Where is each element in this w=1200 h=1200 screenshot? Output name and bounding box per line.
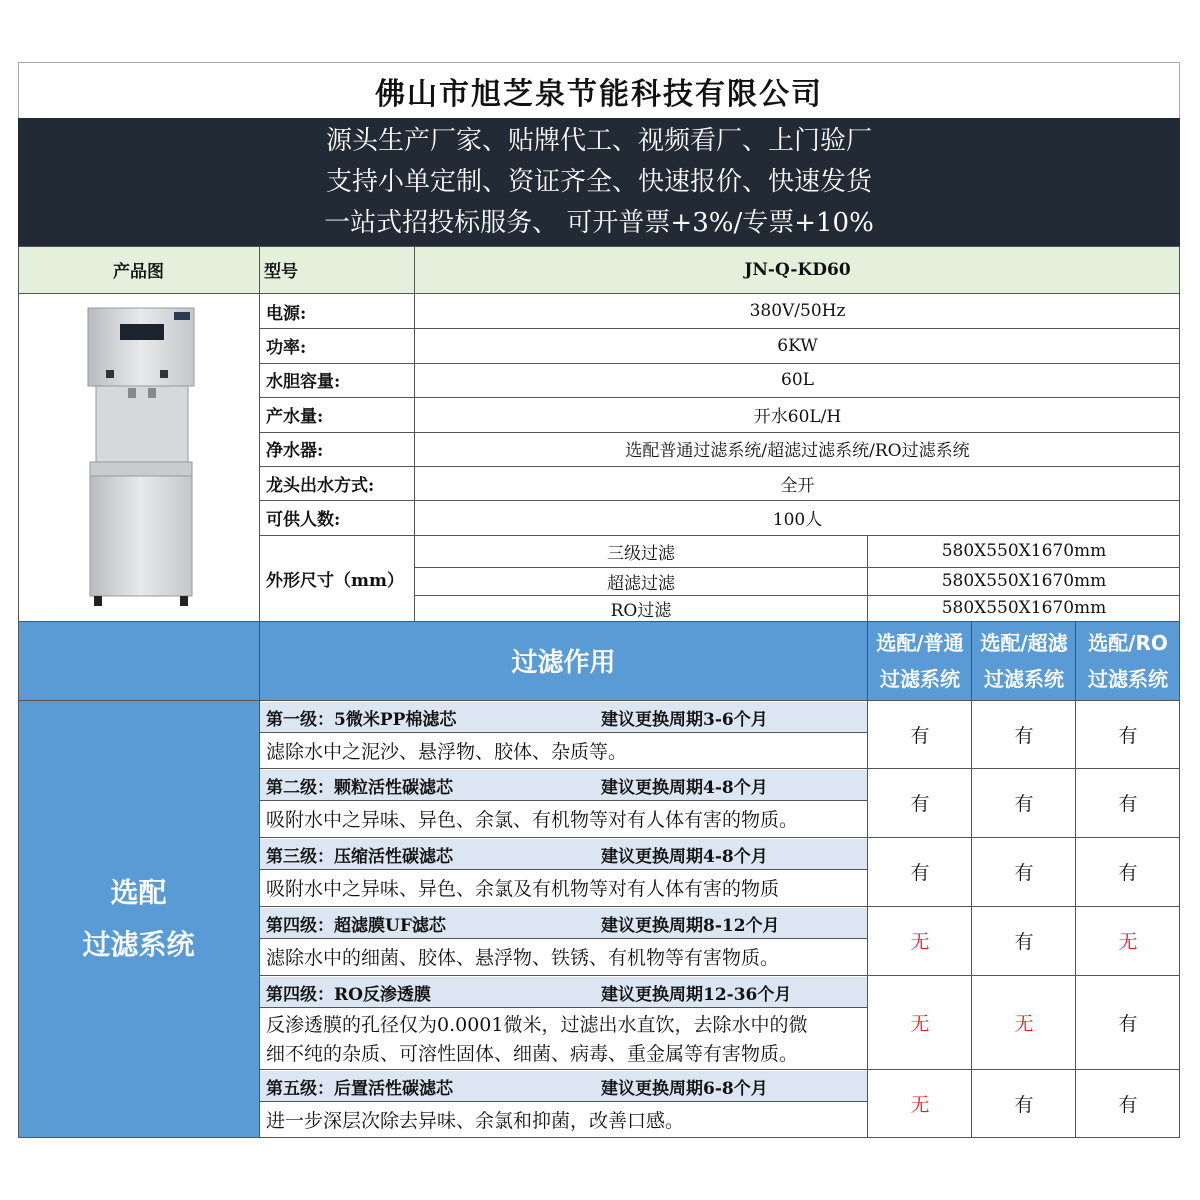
stage-name: 第四级：RO反渗透膜 <box>266 984 431 1005</box>
grid-line <box>18 1137 1180 1138</box>
grid-line <box>260 869 867 870</box>
dimension-filter-name: RO过滤 <box>610 600 672 621</box>
stage-replacement-cycle: 建议更换周期4-8个月 <box>601 846 768 867</box>
spec-label: 产水量: <box>266 406 324 427</box>
stage-availability: 有 <box>910 862 930 884</box>
stage-availability: 无 <box>1014 1012 1034 1035</box>
model-value: JN-Q-KD60 <box>744 259 851 280</box>
stage-availability: 有 <box>1014 724 1034 747</box>
grid-line <box>260 800 867 801</box>
grid-line <box>260 535 1180 536</box>
stage-description-line1: 反渗透膜的孔径仅为0.0001微米，过滤出水直饮，去除水中的微 <box>266 1014 808 1036</box>
stage-description: 滤除水中之泥沙、悬浮物、胶体、杂质等。 <box>266 740 628 763</box>
dimension-size: 580X550X1670mm <box>941 541 1107 561</box>
grid-line <box>260 837 1180 838</box>
stage-availability: 有 <box>1118 862 1138 884</box>
stage-description <box>266 1011 866 1067</box>
stage-replacement-cycle: 建议更换周期12-36个月 <box>601 984 792 1005</box>
service-banner <box>18 118 1180 246</box>
stage-availability: 有 <box>1014 931 1034 953</box>
column-standard <box>868 625 972 697</box>
stage-description-line2: 细不纯的杂质、可溶性固体、细菌、病毒、重金属等有害物质。 <box>266 1043 799 1065</box>
grid-line <box>18 246 1180 247</box>
grid-line <box>867 535 868 621</box>
grid-line <box>260 938 867 939</box>
dimension-filter-name: 三级过滤 <box>607 543 675 564</box>
filter-function-title: 过滤作用 <box>511 648 616 678</box>
grid-line <box>18 621 1180 622</box>
grid-line <box>260 1007 867 1008</box>
column-uf-line2: 过滤系统 <box>984 667 1064 691</box>
grid-line <box>260 328 1180 329</box>
spec-value: 选配普通过滤系统/超滤过滤系统/RO过滤系统 <box>625 441 970 462</box>
stage-replacement-cycle: 建议更换周期6-8个月 <box>601 1078 768 1099</box>
dimension-filter-name: 超滤过滤 <box>607 573 675 594</box>
column-ro-line1: 选配/RO <box>1088 631 1168 655</box>
banner-line-3: 一站式招投标服务、 可开普票+3%/专票+10% <box>324 207 874 238</box>
dimension-size: 580X550X1670mm <box>941 571 1107 591</box>
stage-description: 吸附水中之异味、异色、余氯、有机物等对有人体有害的物质。 <box>266 809 799 831</box>
stage-availability: 无 <box>910 1094 930 1116</box>
spec-label: 水胆容量: <box>266 372 341 393</box>
spec-label: 电源: <box>266 303 307 324</box>
grid-line <box>18 700 1180 701</box>
stage-availability: 有 <box>1118 1094 1138 1116</box>
grid-line <box>260 768 1180 769</box>
spec-value: 6KW <box>777 335 818 356</box>
stage-availability: 无 <box>910 931 930 953</box>
side-label-line2: 过滤系统 <box>82 928 195 961</box>
company-title: 佛山市旭芝泉节能科技有限公司 <box>18 62 1180 118</box>
spec-value: 开水60L/H <box>753 406 842 427</box>
stage-name: 第三级：压缩活性碳滤芯 <box>266 846 453 867</box>
stage-availability: 有 <box>1118 793 1138 815</box>
grid-line <box>259 246 260 1138</box>
stage-replacement-cycle: 建议更换周期4-8个月 <box>601 777 768 798</box>
grid-line <box>260 906 1180 907</box>
grid-line <box>260 732 867 733</box>
stage-availability: 有 <box>1014 862 1034 884</box>
grid-line <box>415 595 1180 596</box>
spec-value: 全开 <box>780 475 815 496</box>
stage-availability: 有 <box>1014 1094 1034 1116</box>
grid-line <box>260 1101 867 1102</box>
grid-line <box>415 567 1180 568</box>
spec-value: 100人 <box>772 510 823 531</box>
stage-availability: 无 <box>1118 931 1138 953</box>
spec-sheet <box>18 62 1180 1138</box>
stage-availability: 有 <box>910 724 930 747</box>
spec-value: 60L <box>781 369 814 390</box>
column-ultrafiltration <box>972 625 1076 697</box>
stage-name: 第一级：5微米PP棉滤芯 <box>266 709 457 730</box>
stage-replacement-cycle: 建议更换周期3-6个月 <box>601 709 768 730</box>
column-standard-line2: 过滤系统 <box>880 667 960 691</box>
stage-replacement-cycle: 建议更换周期8-12个月 <box>601 915 780 936</box>
stage-availability: 有 <box>1014 793 1034 815</box>
image-header-label: 产品图 <box>113 262 164 282</box>
grid-line <box>18 293 1180 294</box>
side-label-line1: 选配 <box>110 876 167 909</box>
grid-line <box>260 1069 1180 1070</box>
spec-label: 净水器: <box>266 441 324 462</box>
grid-line <box>1075 621 1076 1138</box>
grid-line <box>971 621 972 1138</box>
grid-line <box>867 621 868 1138</box>
stage-description: 进一步深层次除去异味、余氯和抑菌，改善口感。 <box>266 1110 685 1132</box>
column-uf-line1: 选配/超滤 <box>980 631 1068 655</box>
grid-line <box>260 975 1180 976</box>
spec-value: 380V/50Hz <box>749 301 846 322</box>
stage-availability: 无 <box>910 1012 930 1035</box>
model-header-label: 型号 <box>264 262 298 282</box>
spec-label: 龙头出水方式: <box>266 475 375 496</box>
stage-name: 第四级：超滤膜UF滤芯 <box>266 915 446 936</box>
column-standard-line1: 选配/普通 <box>876 631 964 655</box>
grid-line <box>260 432 1180 433</box>
stage-description: 吸附水中之异味、异色、余氯及有机物等对有人体有害的物质 <box>266 878 780 900</box>
stage-description: 滤除水中的细菌、胶体、悬浮物、铁锈、有机物等有害物质。 <box>266 947 780 969</box>
spec-label: 可供人数: <box>266 510 341 531</box>
stage-name: 第二级：颗粒活性碳滤芯 <box>266 777 453 798</box>
grid-line <box>1179 246 1180 1138</box>
stage-name: 第五级：后置活性碳滤芯 <box>266 1078 453 1099</box>
dimensions-label: 外形尺寸（mm） <box>266 570 404 591</box>
banner-line-2: 支持小单定制、资证齐全、快速报价、快速发货 <box>325 166 872 197</box>
grid-line <box>260 466 1180 467</box>
column-ro-line2: 过滤系统 <box>1088 667 1168 691</box>
grid-line <box>260 397 1180 398</box>
grid-line <box>18 246 19 1138</box>
spec-label: 功率: <box>266 338 307 359</box>
optional-filter-system-label <box>18 700 259 1138</box>
banner-line-1: 源头生产厂家、贴牌代工、视频看厂、上门验厂 <box>325 125 872 156</box>
stage-availability: 有 <box>1118 1012 1138 1035</box>
stage-availability: 有 <box>1118 724 1138 747</box>
grid-line <box>414 246 415 621</box>
grid-line <box>260 500 1180 501</box>
column-ro <box>1076 625 1180 697</box>
water-boiler-illustration <box>58 300 228 612</box>
stage-availability: 有 <box>910 793 930 815</box>
dimension-size: 580X550X1670mm <box>941 598 1107 618</box>
grid-line <box>260 363 1180 364</box>
product-image <box>58 300 228 612</box>
